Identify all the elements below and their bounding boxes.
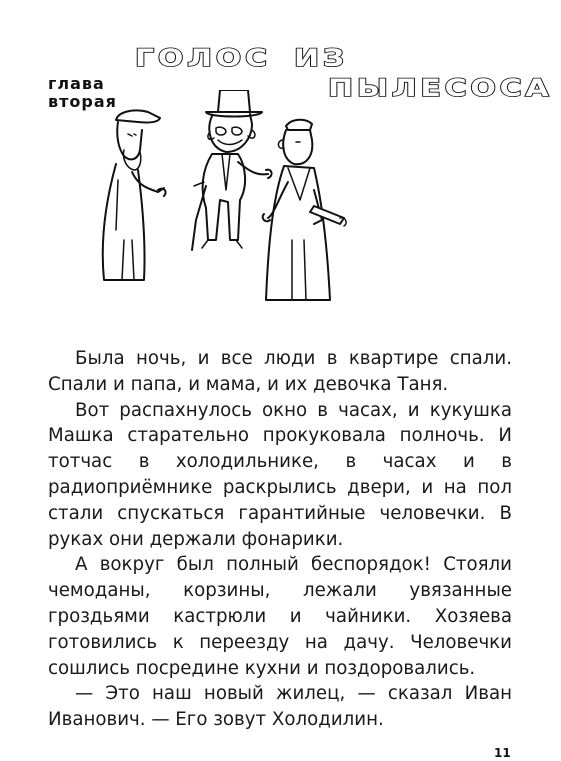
story-text bbox=[48, 346, 512, 733]
title-word-1: ГОЛОС bbox=[135, 44, 271, 72]
paragraph: — Это наш новый жилец, — сказал Иван Иванович. — Его зовут Холодилин. bbox=[48, 683, 512, 731]
title-word-3: ПЫЛЕСОСА bbox=[328, 74, 553, 102]
figure-middle-man bbox=[192, 90, 272, 250]
chapter-label-line2: вторая bbox=[48, 92, 117, 111]
illustration-three-men bbox=[88, 90, 428, 305]
paragraph: А вокруг был полный беспорядок! Стояли чемоданы, корзины, лежали увязанные гроздьями кастрюли и чайники. Хозяева готовились к переезду на дачу. Человечки сошлись посредине кухни и поздоровались. bbox=[48, 554, 512, 679]
page-number: 11 bbox=[494, 746, 511, 760]
title-word-2: ИЗ bbox=[294, 44, 348, 72]
paragraph: Была ночь, и все люди в квартире спали. Спали и папа, и мама, и их девочка Таня. bbox=[48, 348, 512, 395]
paragraph: Вот распахнулось окно в часах, и кукушка Машка старательно прокуковала полночь. И тотчас в холодильнике, в часах и в радиоприёмнике раскрылись двери, и на пол стали спускаться гарантийные человечки. В руках они держали фонарики. bbox=[48, 399, 512, 550]
chapter-label-line1: глава bbox=[48, 74, 105, 93]
figure-left-man bbox=[103, 110, 166, 280]
figure-right-man bbox=[263, 120, 346, 300]
